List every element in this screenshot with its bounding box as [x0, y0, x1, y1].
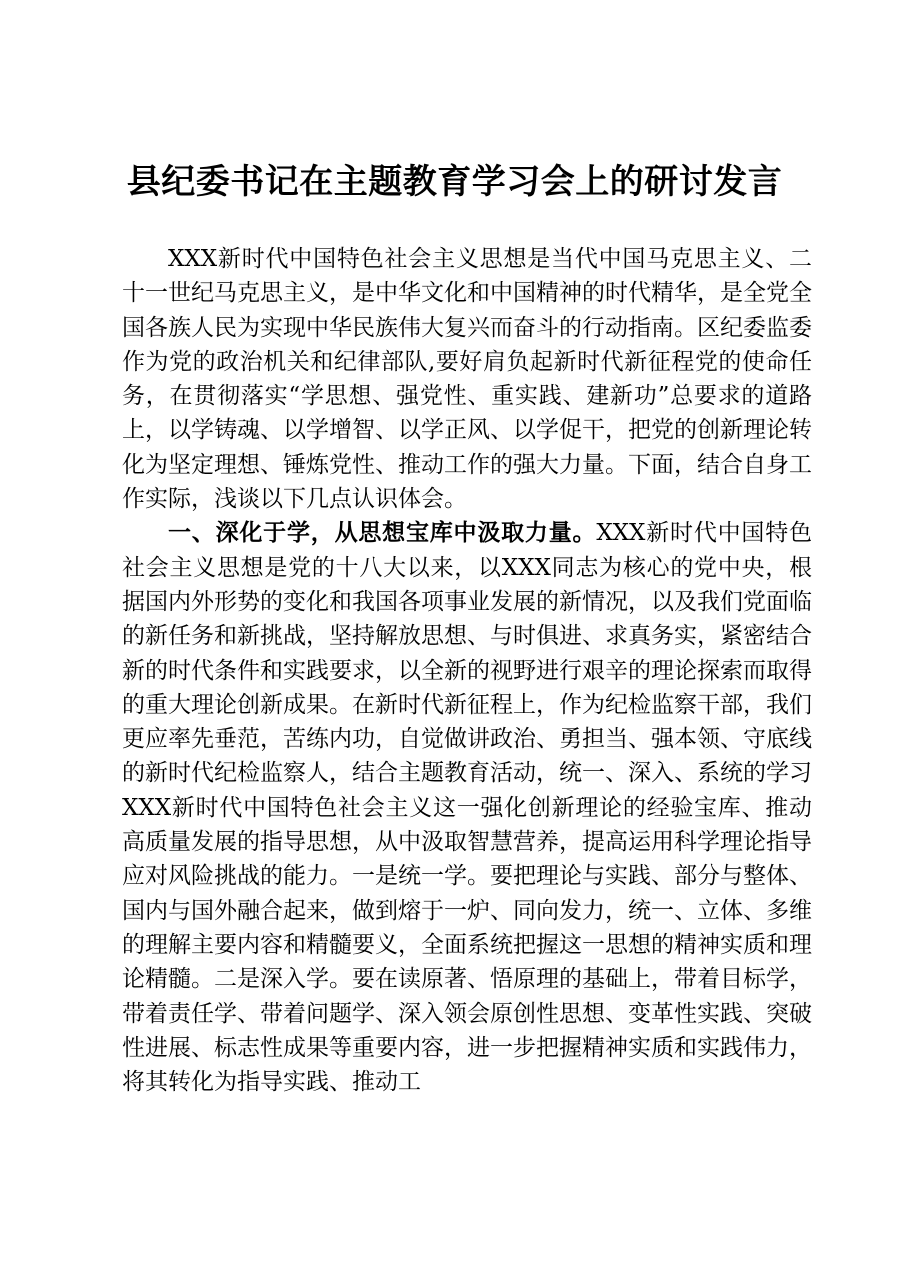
document-title: 县纪委书记在主题教育学习会上的研讨发言 — [126, 162, 783, 202]
section-one-heading: 一、深化于学，从思想宝库中汲取力量。 — [168, 519, 597, 547]
section-one-body: XXX新时代中国特色社会主义思想是党的十八大以来，以XXX同志为核心的党中央，根据国内外形势的变化和我国各项事业发展的新情况，以及我们党面临的新任务和新挑战，坚持解放思想、与时俱进、求真务实，紧密结合新的时代条件和实践要求，以全新的视野进行艰辛的理论探索而取得的重大理论创新成果。在新时代新征程上，作为纪检监察干部，我们更应率先垂范，苦练内功，自觉做讲政治、勇担当、强本领、守底线的新时代纪检监察人，结合主题教育活动，统一、深入、系统的学习XXX新时代中国特色社会主义这一强化创新理论的经验宝库、推动高质量发展的指导思想，从中汲取智慧营养，提高运用科学理论指导应对风险挑战的能力。一是统一学。要把理论与实践、部分与整体、国内与国外融合起来，做到熔于一炉、同向发力，统一、立体、多维的理解主要内容和精髓要义，全面系统把握这一思想的精神实质和理论精髓。二是深入学。要在读原著、悟原理的基础上，带着目标学，带着责任学、带着问题学、深入领会原创性思想、变革性实践、突破性进展、标志性成果等重要内容，进一步把握精神实质和实践伟力，将其转化为指导实践、推动工 — [122, 520, 812, 1096]
paragraph-intro: XXX新时代中国特色社会主义思想是当代中国马克思主义、二十一世纪马克思主义，是中华文化和中国精神的时代精华，是全党全国各族人民为实现中华民族伟大复兴而奋斗的行动指南。区纪委监委作为党的政治机关和纪律部队,要好肩负起新时代新征程党的使命任务，在贯彻落实“学思想、强党性、重实践、建新功”总要求的道路上，以学铸魂、以学增智、以学正风、以学促干，把党的创新理论转化为坚定理想、锤炼党性、推动工作的强大力量。下面，结合自身工作实际，浅谈以下几点认识体会。 — [122, 246, 812, 513]
paragraph-section-one — [122, 516, 812, 1099]
document-body — [122, 242, 812, 1099]
